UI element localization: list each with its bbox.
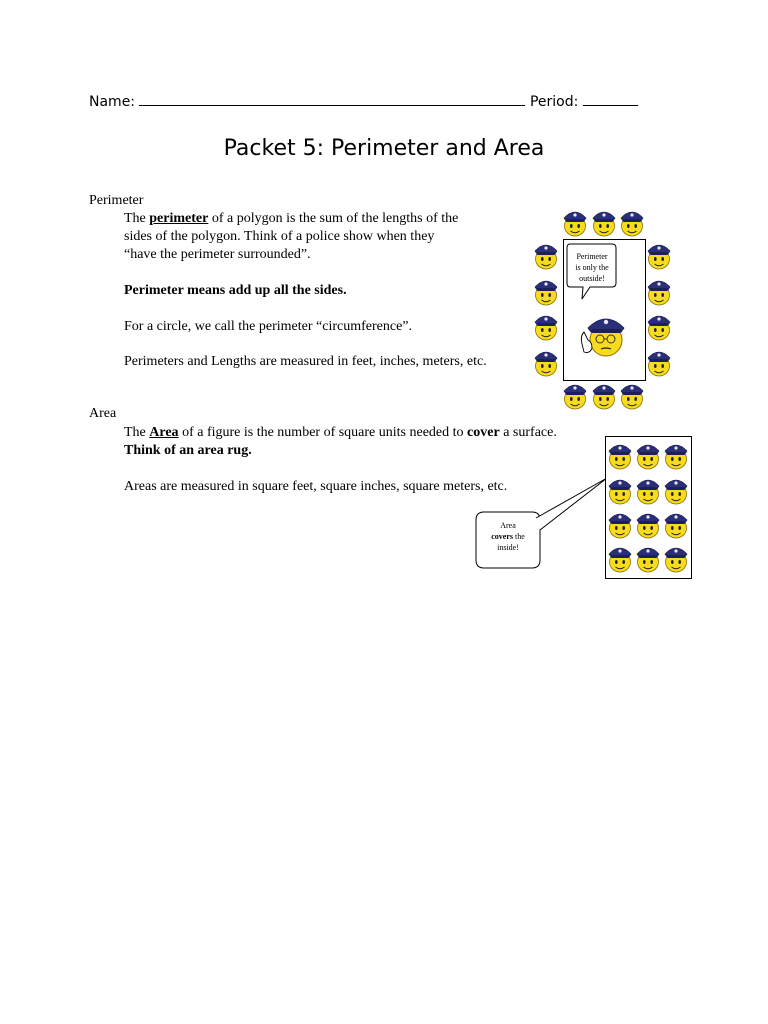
police-officer-smiley-icon <box>591 207 617 237</box>
police-officer-smiley-icon <box>635 475 661 505</box>
police-officer-smiley-icon <box>591 380 617 410</box>
police-officer-smiley-icon <box>607 440 633 470</box>
police-officer-smiley-icon <box>663 509 689 539</box>
police-officer-smiley-icon <box>635 543 661 573</box>
area-definition <box>124 424 557 460</box>
name-period-line <box>89 93 638 110</box>
perimeter-bubble-text: Perimeter is only the outside! <box>575 252 609 283</box>
period-blank[interactable] <box>583 93 638 106</box>
perimeter-heading: Perimeter <box>89 193 144 208</box>
page-title: Packet 5: Perimeter and Area <box>223 136 545 161</box>
area-heading: Area <box>89 406 117 421</box>
name-label: Name: <box>89 94 136 110</box>
police-officer-smiley-icon <box>533 240 559 270</box>
police-officer-smiley-icon <box>533 311 559 341</box>
police-officer-smiley-icon <box>562 207 588 237</box>
area-bubble-text: Area covers the inside! <box>491 521 525 552</box>
police-officer-smiley-icon <box>646 311 672 341</box>
perimeter-line-3: “have the perimeter surrounded”. <box>124 247 311 262</box>
police-officer-smiley-icon <box>663 543 689 573</box>
police-officer-smiley-icon <box>619 380 645 410</box>
police-officer-smiley-icon <box>533 347 559 377</box>
period-label: Period: <box>529 94 579 110</box>
area-line-1: The Area of a figure is the number of square units needed to cover a surface. <box>124 425 557 440</box>
police-officer-smiley-icon <box>646 240 672 270</box>
name-blank[interactable] <box>139 93 525 106</box>
police-officer-smiley-icon <box>663 475 689 505</box>
police-officer-smiley-icon <box>646 276 672 306</box>
area-rug-line: Think of an area rug. <box>124 443 252 458</box>
police-officer-smiley-icon <box>533 276 559 306</box>
police-officer-smiley-icon <box>619 207 645 237</box>
area-term: Area <box>149 425 179 440</box>
police-officer-smiley-icon <box>607 543 633 573</box>
police-officer-smiley-icon <box>635 509 661 539</box>
perimeter-bold-rule: Perimeter means add up all the sides. <box>124 283 347 298</box>
perimeter-units: Perimeters and Lengths are measured in feet, inches, meters, etc. <box>124 354 487 369</box>
perimeter-line-2: sides of the polygon. Think of a police show when they <box>124 229 435 244</box>
police-officer-smiley-icon <box>607 475 633 505</box>
perimeter-term: perimeter <box>149 211 209 226</box>
police-officer-smiley-icon <box>663 440 689 470</box>
area-units: Areas are measured in square feet, square inches, square meters, etc. <box>124 479 508 494</box>
perimeter-line-1: The perimeter of a polygon is the sum of the lengths of the <box>124 211 459 226</box>
police-officer-smiley-icon <box>562 380 588 410</box>
circumference-note: For a circle, we call the perimeter “circumference”. <box>124 319 412 334</box>
cover-term: cover <box>467 425 500 440</box>
perimeter-definition <box>124 210 458 264</box>
police-officer-smiley-icon <box>635 440 661 470</box>
police-officer-smiley-icon <box>646 347 672 377</box>
police-officer-smiley-icon <box>607 509 633 539</box>
thinking-police-officer-icon <box>578 312 626 360</box>
